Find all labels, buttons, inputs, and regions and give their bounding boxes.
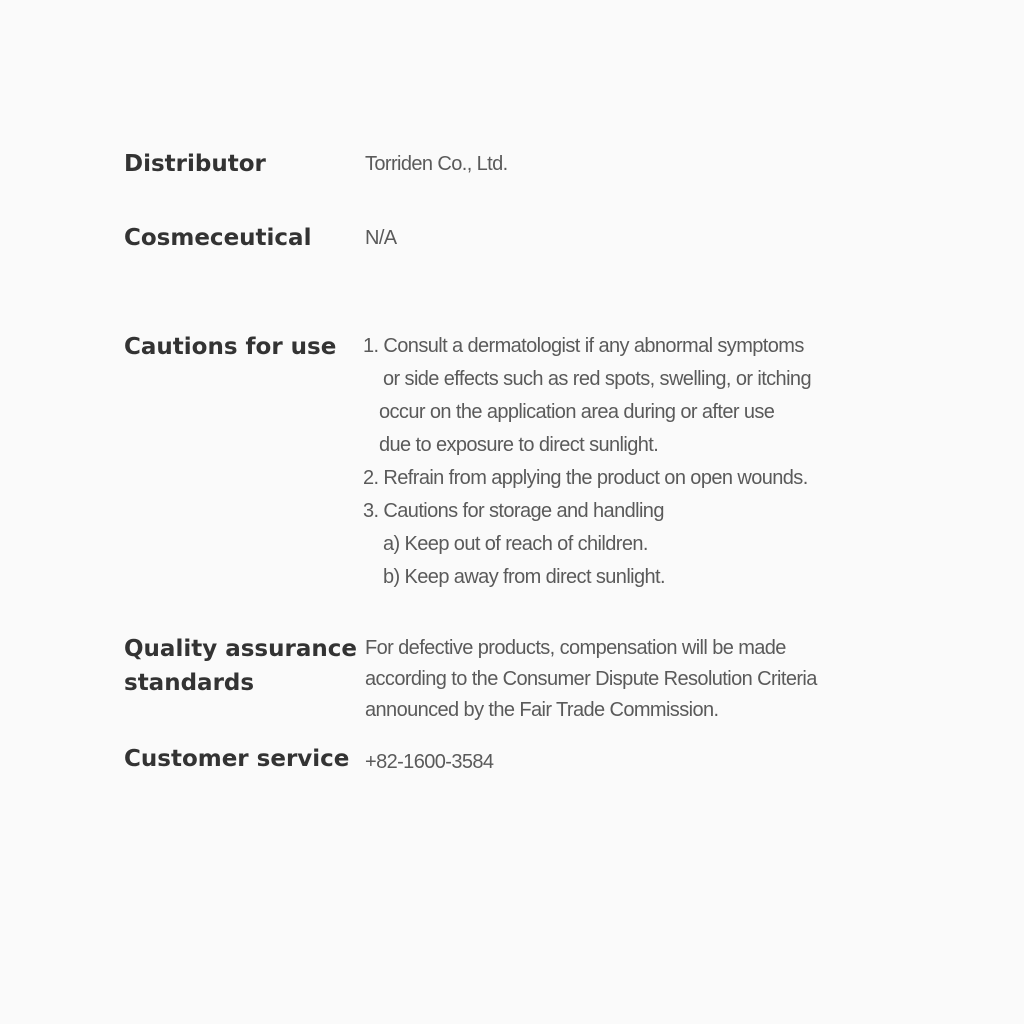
cautions-label: Cautions for use <box>124 334 337 360</box>
caution-line: due to exposure to direct sunlight. <box>379 434 659 456</box>
caution-line: a) Keep out of reach of children. <box>383 533 648 555</box>
caution-line: 1. Consult a dermatologist if any abnormal symptoms <box>363 335 804 357</box>
quality-label-line2: standards <box>124 670 255 696</box>
distributor-value: Torriden Co., Ltd. <box>365 153 508 175</box>
cosmeceutical-label: Cosmeceutical <box>124 225 312 251</box>
quality-line: For defective products, compensation will be made <box>365 637 786 659</box>
caution-line: or side effects such as red spots, swelling, or itching <box>383 368 811 390</box>
customer-service-phone: +82-1600-3584 <box>365 751 494 773</box>
distributor-label: Distributor <box>124 151 266 177</box>
customer-service-label: Customer service <box>124 746 350 772</box>
cosmeceutical-value: N/A <box>365 227 397 249</box>
quality-line: according to the Consumer Dispute Resolution Criteria <box>365 668 817 690</box>
caution-line: occur on the application area during or after use <box>379 401 775 423</box>
caution-line: 2. Refrain from applying the product on open wounds. <box>363 467 808 489</box>
caution-line: 3. Cautions for storage and handling <box>363 500 664 522</box>
quality-label-line1: Quality assurance <box>124 636 357 662</box>
caution-line: b) Keep away from direct sunlight. <box>383 566 665 588</box>
quality-line: announced by the Fair Trade Commission. <box>365 699 719 721</box>
